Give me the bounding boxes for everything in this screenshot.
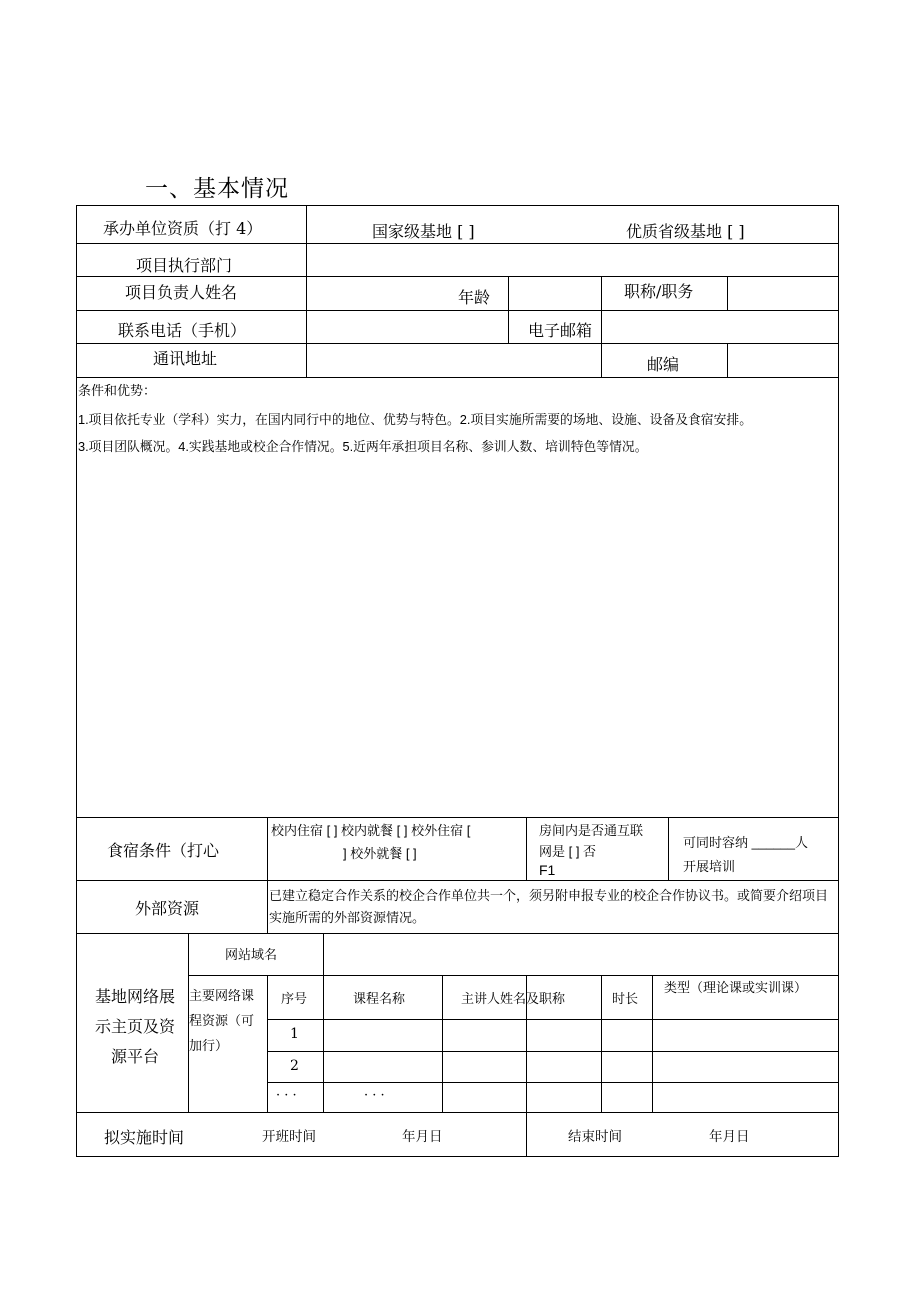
qualification-label: 承办单位资质（打 4） xyxy=(103,219,263,238)
lodging-options-line-1[interactable]: 校内住宿 [ ] 校内就餐 [ ] 校外住宿 [ xyxy=(271,823,471,838)
duration-cell[interactable] xyxy=(527,1052,601,1082)
department-label: 项目执行部门 xyxy=(136,256,233,275)
course-name-cell[interactable] xyxy=(324,1020,442,1051)
course-type-cell[interactable] xyxy=(653,1052,838,1082)
row-divider xyxy=(267,1082,839,1083)
table-border-bottom xyxy=(76,1156,839,1157)
network-platform-label xyxy=(85,982,185,1072)
external-resources-text: 已建立稳定合作关系的校企合作单位共一个，须另附申报专业的校企合作协议书。或简要介绍项目实施所需的外部资源情况。 xyxy=(269,888,829,925)
start-date-label: 开班时间 xyxy=(262,1129,316,1144)
table-row-ellipsis: · · · xyxy=(364,1088,385,1103)
provincial-base-checkbox[interactable]: 优质省级基地 [ ] xyxy=(626,222,745,241)
col-divider xyxy=(267,975,268,1112)
department-field[interactable] xyxy=(307,244,838,276)
job-title-field[interactable] xyxy=(728,277,838,310)
row-divider xyxy=(188,975,839,976)
end-date-value[interactable]: 年月日 xyxy=(709,1129,750,1144)
job-title-label: 职称/职务 xyxy=(624,282,694,301)
postcode-field[interactable] xyxy=(728,344,838,377)
table-border-top xyxy=(76,205,839,206)
header-course-type: 类型（理论课或实训课） xyxy=(664,980,808,995)
leader-name-label: 项目负责人姓名 xyxy=(125,283,238,302)
conditions-line-1: 1.项目依托专业（学科）实力，在国内同行中的地位、优势与特色。2.项目实施所需要的场地、设施、设备及食宿安排。 xyxy=(78,412,752,427)
phone-field[interactable] xyxy=(307,311,508,343)
col-divider xyxy=(526,1112,527,1156)
start-date-value[interactable]: 年月日 xyxy=(402,1129,443,1144)
duration-cell[interactable] xyxy=(527,1020,601,1051)
col-divider xyxy=(668,817,669,880)
domain-label: 网站域名 xyxy=(225,947,278,962)
postcode-label: 邮编 xyxy=(647,355,680,374)
network-platform-label-line: 源平台 xyxy=(110,1047,159,1066)
table-border-left xyxy=(76,205,77,1156)
row-divider xyxy=(76,880,839,881)
phone-label: 联系电话（手机） xyxy=(118,321,247,340)
capacity-line-2: 开展培训 xyxy=(683,859,736,874)
header-duration: 时长 xyxy=(612,991,639,1006)
row-divider xyxy=(76,377,839,378)
network-platform-label-line: 基地网络展 xyxy=(94,987,175,1006)
external-resources-label: 外部资源 xyxy=(135,899,200,918)
col-divider xyxy=(601,975,602,1112)
row-divider xyxy=(76,817,839,818)
internet-question-line-2[interactable]: 网是 [ ] 否 xyxy=(539,844,597,859)
course-type-cell[interactable] xyxy=(653,1020,838,1051)
internet-question-line-3: F1 xyxy=(539,862,556,878)
lodging-options-line-2[interactable]: ] 校外就餐 [ ] xyxy=(343,846,417,861)
row-divider xyxy=(76,276,839,277)
header-index: 序号 xyxy=(281,991,308,1006)
schedule-label: 拟实施时间 xyxy=(104,1128,185,1147)
lecturer-cell[interactable] xyxy=(443,1052,526,1082)
course-name-cell[interactable] xyxy=(324,1052,442,1082)
section-heading: 一、基本情况 xyxy=(145,176,289,202)
network-platform-label-line: 示主页及资 xyxy=(94,1017,175,1036)
table-border-right xyxy=(838,205,839,1156)
header-course-name: 课程名称 xyxy=(353,991,406,1006)
conditions-line-2: 3.项目团队概况。4.实践基地或校企合作情况。5.近两年承担项目名称、参训人数、培训特色等情况。 xyxy=(78,439,648,454)
email-field[interactable] xyxy=(602,311,838,343)
address-field[interactable] xyxy=(307,344,601,377)
table-row-index: 2 xyxy=(290,1058,299,1074)
lecturer-cell[interactable] xyxy=(443,1020,526,1051)
capacity-line-1[interactable]: 可同时容纳 ______人 xyxy=(683,835,808,850)
table-row-index: 1 xyxy=(290,1026,299,1042)
national-base-checkbox[interactable]: 国家级基地 [ ] xyxy=(372,222,475,241)
col-divider xyxy=(267,817,268,933)
conditions-text-area[interactable] xyxy=(78,462,836,814)
row-divider xyxy=(76,1112,839,1113)
age-field[interactable] xyxy=(509,277,601,310)
lodging-label: 食宿条件（打心 xyxy=(107,841,220,860)
leader-name-field[interactable] xyxy=(307,277,457,310)
age-label: 年龄 xyxy=(458,288,491,307)
internet-question-line-1: 房间内是否通互联 xyxy=(539,823,644,838)
courses-label: 主要网络课程资源（可加行） xyxy=(189,988,255,1053)
domain-field[interactable] xyxy=(324,934,838,975)
col-divider xyxy=(526,817,527,880)
table-row-index: · · · xyxy=(276,1088,297,1103)
end-date-label: 结束时间 xyxy=(568,1129,622,1144)
address-label: 通讯地址 xyxy=(153,349,218,368)
header-lecturer: 主讲人姓名及职称 xyxy=(461,991,566,1006)
conditions-title: 条件和优势： xyxy=(78,383,157,398)
email-label: 电子邮箱 xyxy=(528,321,593,340)
